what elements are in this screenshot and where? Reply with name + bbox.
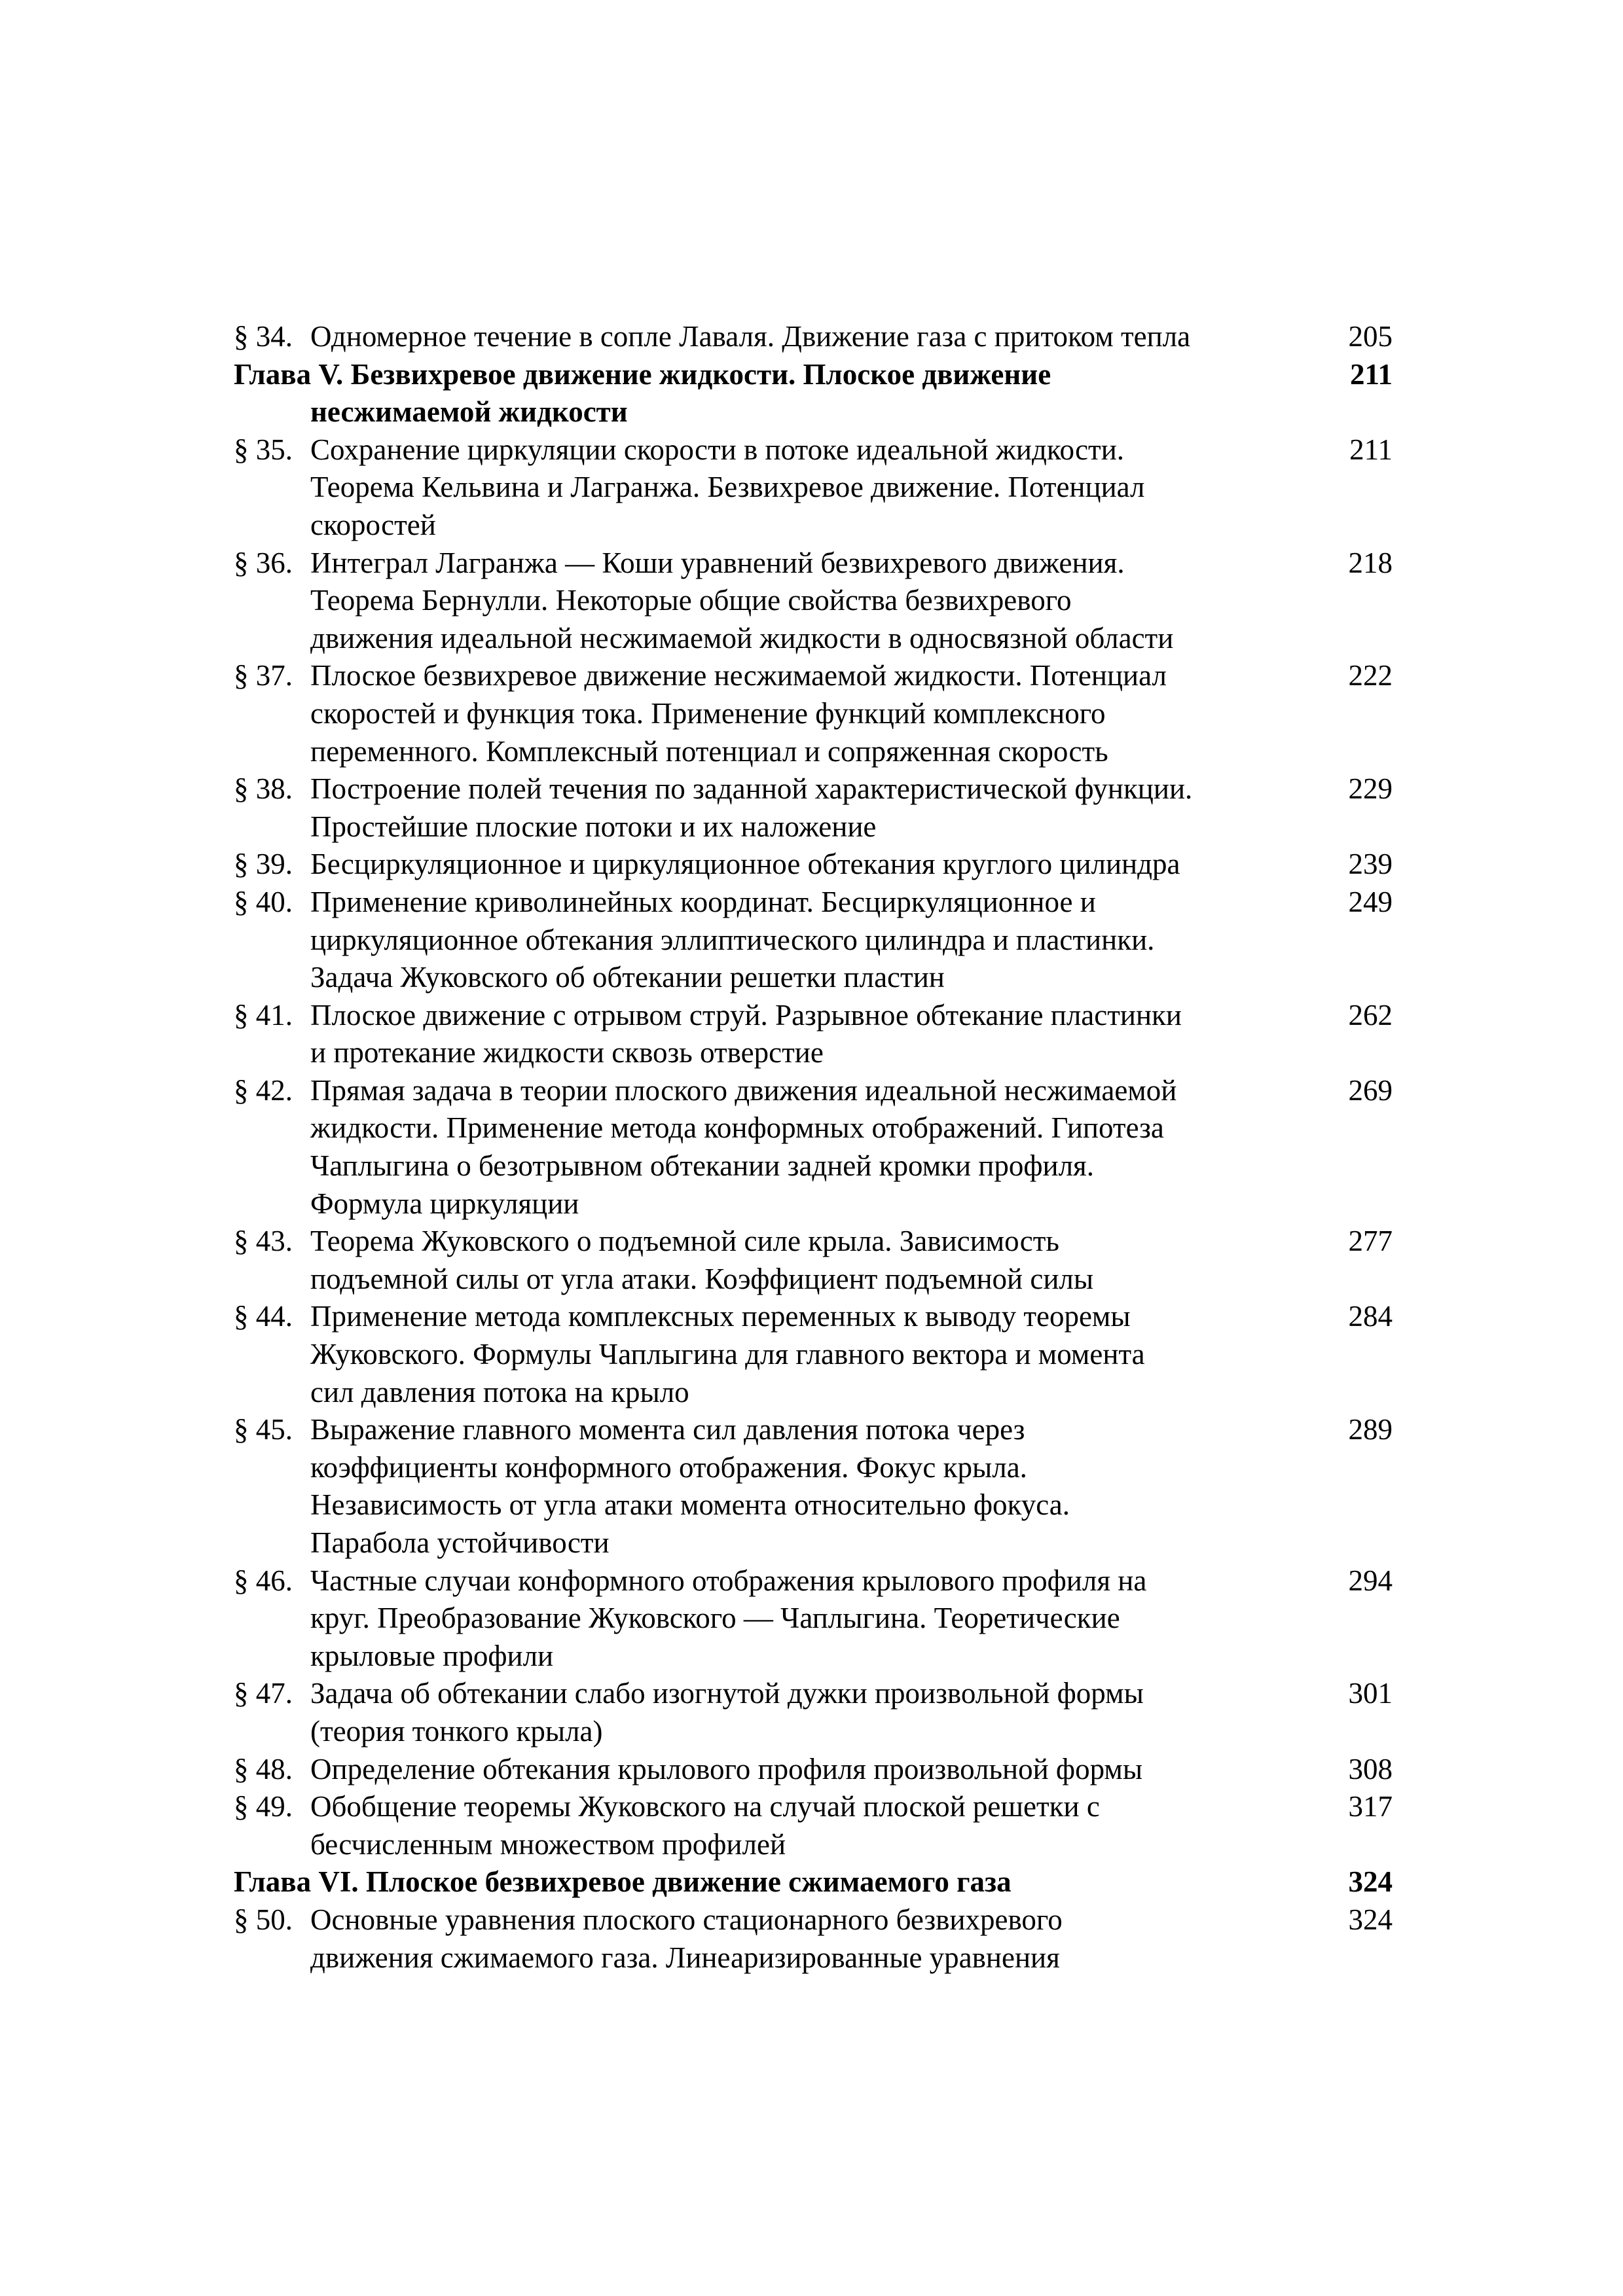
entry-title-line: скоростей и функция тока. Применение функций комплексного <box>310 696 1106 730</box>
chapter-label: Глава V. Безвихревое движение жидкости. Плоское движение <box>234 357 1051 391</box>
entry-title-line: переменного. Комплексный потенциал и сопряженная скорость <box>310 734 1108 768</box>
entry-title-line: крыловые профили <box>310 1639 554 1672</box>
page-number: 284 <box>1348 1300 1393 1333</box>
entry-title-line: Задача Жуковского об обтекании решетки пластин <box>310 961 945 994</box>
entry-title-line: Сохранение циркуляции скорости в потоке идеальной жидкости. <box>310 433 1125 466</box>
page-number: 269 <box>1348 1073 1393 1107</box>
chapter-label: Глава VI. Плоское безвихревое движение сжимаемого газа <box>234 1865 1012 1899</box>
toc-chapter-entry <box>234 1863 1393 1901</box>
entry-title-line: Прямая задача в теории плоского движения идеальной несжимаемой <box>310 1073 1177 1107</box>
entry-title-line: (теория тонкого крыла) <box>310 1714 603 1748</box>
section-number: § 50. <box>234 1903 293 1936</box>
entry-title-line: движения сжимаемого газа. Линеаризированные уравнения <box>310 1941 1060 1974</box>
entry-title-line: несжимаемой жидкости <box>310 395 628 429</box>
entry-title-line: Выражение главного момента сил давления потока через <box>310 1413 1025 1446</box>
page-number: 239 <box>1348 848 1393 881</box>
section-number: § 47. <box>234 1677 293 1710</box>
toc-entry <box>234 1562 1393 1676</box>
toc-entry <box>234 1072 1393 1223</box>
entry-title-line: скоростей <box>310 508 436 541</box>
page-number: 222 <box>1348 659 1393 692</box>
entry-title-line: Применение криволинейных координат. Бесциркуляционное и <box>310 885 1096 918</box>
entry-title-line: Простейшие плоские потоки и их наложение <box>310 810 877 843</box>
entry-title-line: Плоское безвихревое движение несжимаемой жидкости. Потенциал <box>310 659 1167 692</box>
toc-entry <box>234 1411 1393 1562</box>
entry-title-line: Основные уравнения плоского стационарного безвихревого <box>310 1903 1063 1936</box>
toc-entry <box>234 884 1393 997</box>
toc-entry <box>234 846 1393 884</box>
page-number: 324 <box>1348 1903 1393 1936</box>
page-number: 262 <box>1348 998 1393 1031</box>
section-number: § 46. <box>234 1564 293 1597</box>
section-number: § 38. <box>234 772 293 806</box>
page-number: 317 <box>1348 1790 1393 1823</box>
section-number: § 42. <box>234 1073 293 1107</box>
toc-entry <box>234 1298 1393 1411</box>
section-number: § 49. <box>234 1790 293 1823</box>
entry-title-line: коэффициенты конформного отображения. Фокус крыла. <box>310 1450 1027 1484</box>
page-number: 249 <box>1348 885 1393 918</box>
section-number: § 45. <box>234 1413 293 1446</box>
entry-title-line: круг. Преобразование Жуковского — Чаплыгина. Теоретические <box>310 1602 1120 1635</box>
entry-title-line: Задача об обтекании слабо изогнутой дужки произвольной формы <box>310 1677 1144 1710</box>
entry-title-line: сил давления потока на крыло <box>310 1375 689 1408</box>
entry-title-line: Применение метода комплексных переменных к выводу теоремы <box>310 1300 1131 1333</box>
section-number: § 40. <box>234 885 293 918</box>
entry-title-line: Определение обтекания крылового профиля произвольной формы <box>310 1752 1143 1785</box>
toc-entry <box>234 1675 1393 1750</box>
section-number: § 43. <box>234 1225 293 1258</box>
entry-title-line: Жуковского. Формулы Чаплыгина для главного вектора и момента <box>310 1338 1145 1371</box>
entry-title-line: Теорема Жуковского о подъемной силе крыла. Зависимость <box>310 1225 1059 1258</box>
entry-title-line: Обобщение теоремы Жуковского на случай плоской решетки с <box>310 1790 1100 1823</box>
toc-chapter-entry <box>234 356 1393 431</box>
page-number: 211 <box>1349 433 1393 466</box>
section-number: § 36. <box>234 546 293 579</box>
entry-title-line: и протекание жидкости сквозь отверстие <box>310 1036 824 1069</box>
page-number: 324 <box>1348 1865 1393 1899</box>
entry-title-line: Частные случаи конформного отображения крылового профиля на <box>310 1564 1147 1597</box>
table-of-contents <box>234 318 1393 1977</box>
entry-title-line: Формула циркуляции <box>310 1187 579 1220</box>
toc-entry <box>234 770 1393 846</box>
page-number: 205 <box>1348 320 1393 353</box>
section-number: § 41. <box>234 998 293 1031</box>
page-number: 229 <box>1348 772 1393 806</box>
entry-title-line: Бесциркуляционное и циркуляционное обтекания круглого цилиндра <box>310 848 1180 881</box>
section-number: § 37. <box>234 659 293 692</box>
page-number: 308 <box>1348 1752 1393 1785</box>
entry-title-line: подъемной силы от угла атаки. Коэффициент подъемной силы <box>310 1262 1094 1295</box>
page-number: 211 <box>1349 357 1393 391</box>
toc-entry <box>234 657 1393 770</box>
entry-title-line: Одномерное течение в сопле Лаваля. Движение газа с притоком тепла <box>310 320 1191 353</box>
entry-title-line: Чаплыгина о безотрывном обтекании задней кромки профиля. <box>310 1149 1095 1183</box>
entry-title-line: жидкости. Применение метода конформных отображений. Гипотеза <box>310 1111 1164 1145</box>
toc-entry <box>234 997 1393 1072</box>
toc-entry <box>234 545 1393 658</box>
toc-entry <box>234 1788 1393 1863</box>
entry-title-line: Интеграл Лагранжа — Коши уравнений безвихревого движения. <box>310 546 1125 579</box>
page-number: 218 <box>1348 546 1393 579</box>
entry-title-line: движения идеальной несжимаемой жидкости в односвязной области <box>310 621 1174 655</box>
toc-entry <box>234 1751 1393 1789</box>
page-number: 301 <box>1348 1677 1393 1710</box>
toc-entry <box>234 318 1393 356</box>
entry-title-line: Теорема Бернулли. Некоторые общие свойства безвихревого <box>310 584 1072 617</box>
section-number: § 35. <box>234 433 293 466</box>
entry-title-line: Парабола устойчивости <box>310 1526 610 1559</box>
page-number: 277 <box>1348 1225 1393 1258</box>
toc-entry <box>234 1223 1393 1298</box>
section-number: § 34. <box>234 320 293 353</box>
page-number: 289 <box>1348 1413 1393 1446</box>
page-number: 294 <box>1348 1564 1393 1597</box>
section-number: § 48. <box>234 1752 293 1785</box>
section-number: § 44. <box>234 1300 293 1333</box>
entry-title-line: Теорема Кельвина и Лагранжа. Безвихревое движение. Потенциал <box>310 471 1145 504</box>
entry-title-line: Независимость от угла атаки момента относительно фокуса. <box>310 1488 1070 1522</box>
entry-title-line: Плоское движение с отрывом струй. Разрывное обтекание пластинки <box>310 998 1182 1031</box>
entry-title-line: бесчисленным множеством профилей <box>310 1827 786 1861</box>
entry-title-line: циркуляционное обтекания эллиптического цилиндра и пластинки. <box>310 923 1155 956</box>
entry-title-line: Построение полей течения по заданной характеристической функции. <box>310 772 1193 806</box>
section-number: § 39. <box>234 848 293 881</box>
toc-entry <box>234 431 1393 545</box>
toc-entry <box>234 1901 1393 1977</box>
